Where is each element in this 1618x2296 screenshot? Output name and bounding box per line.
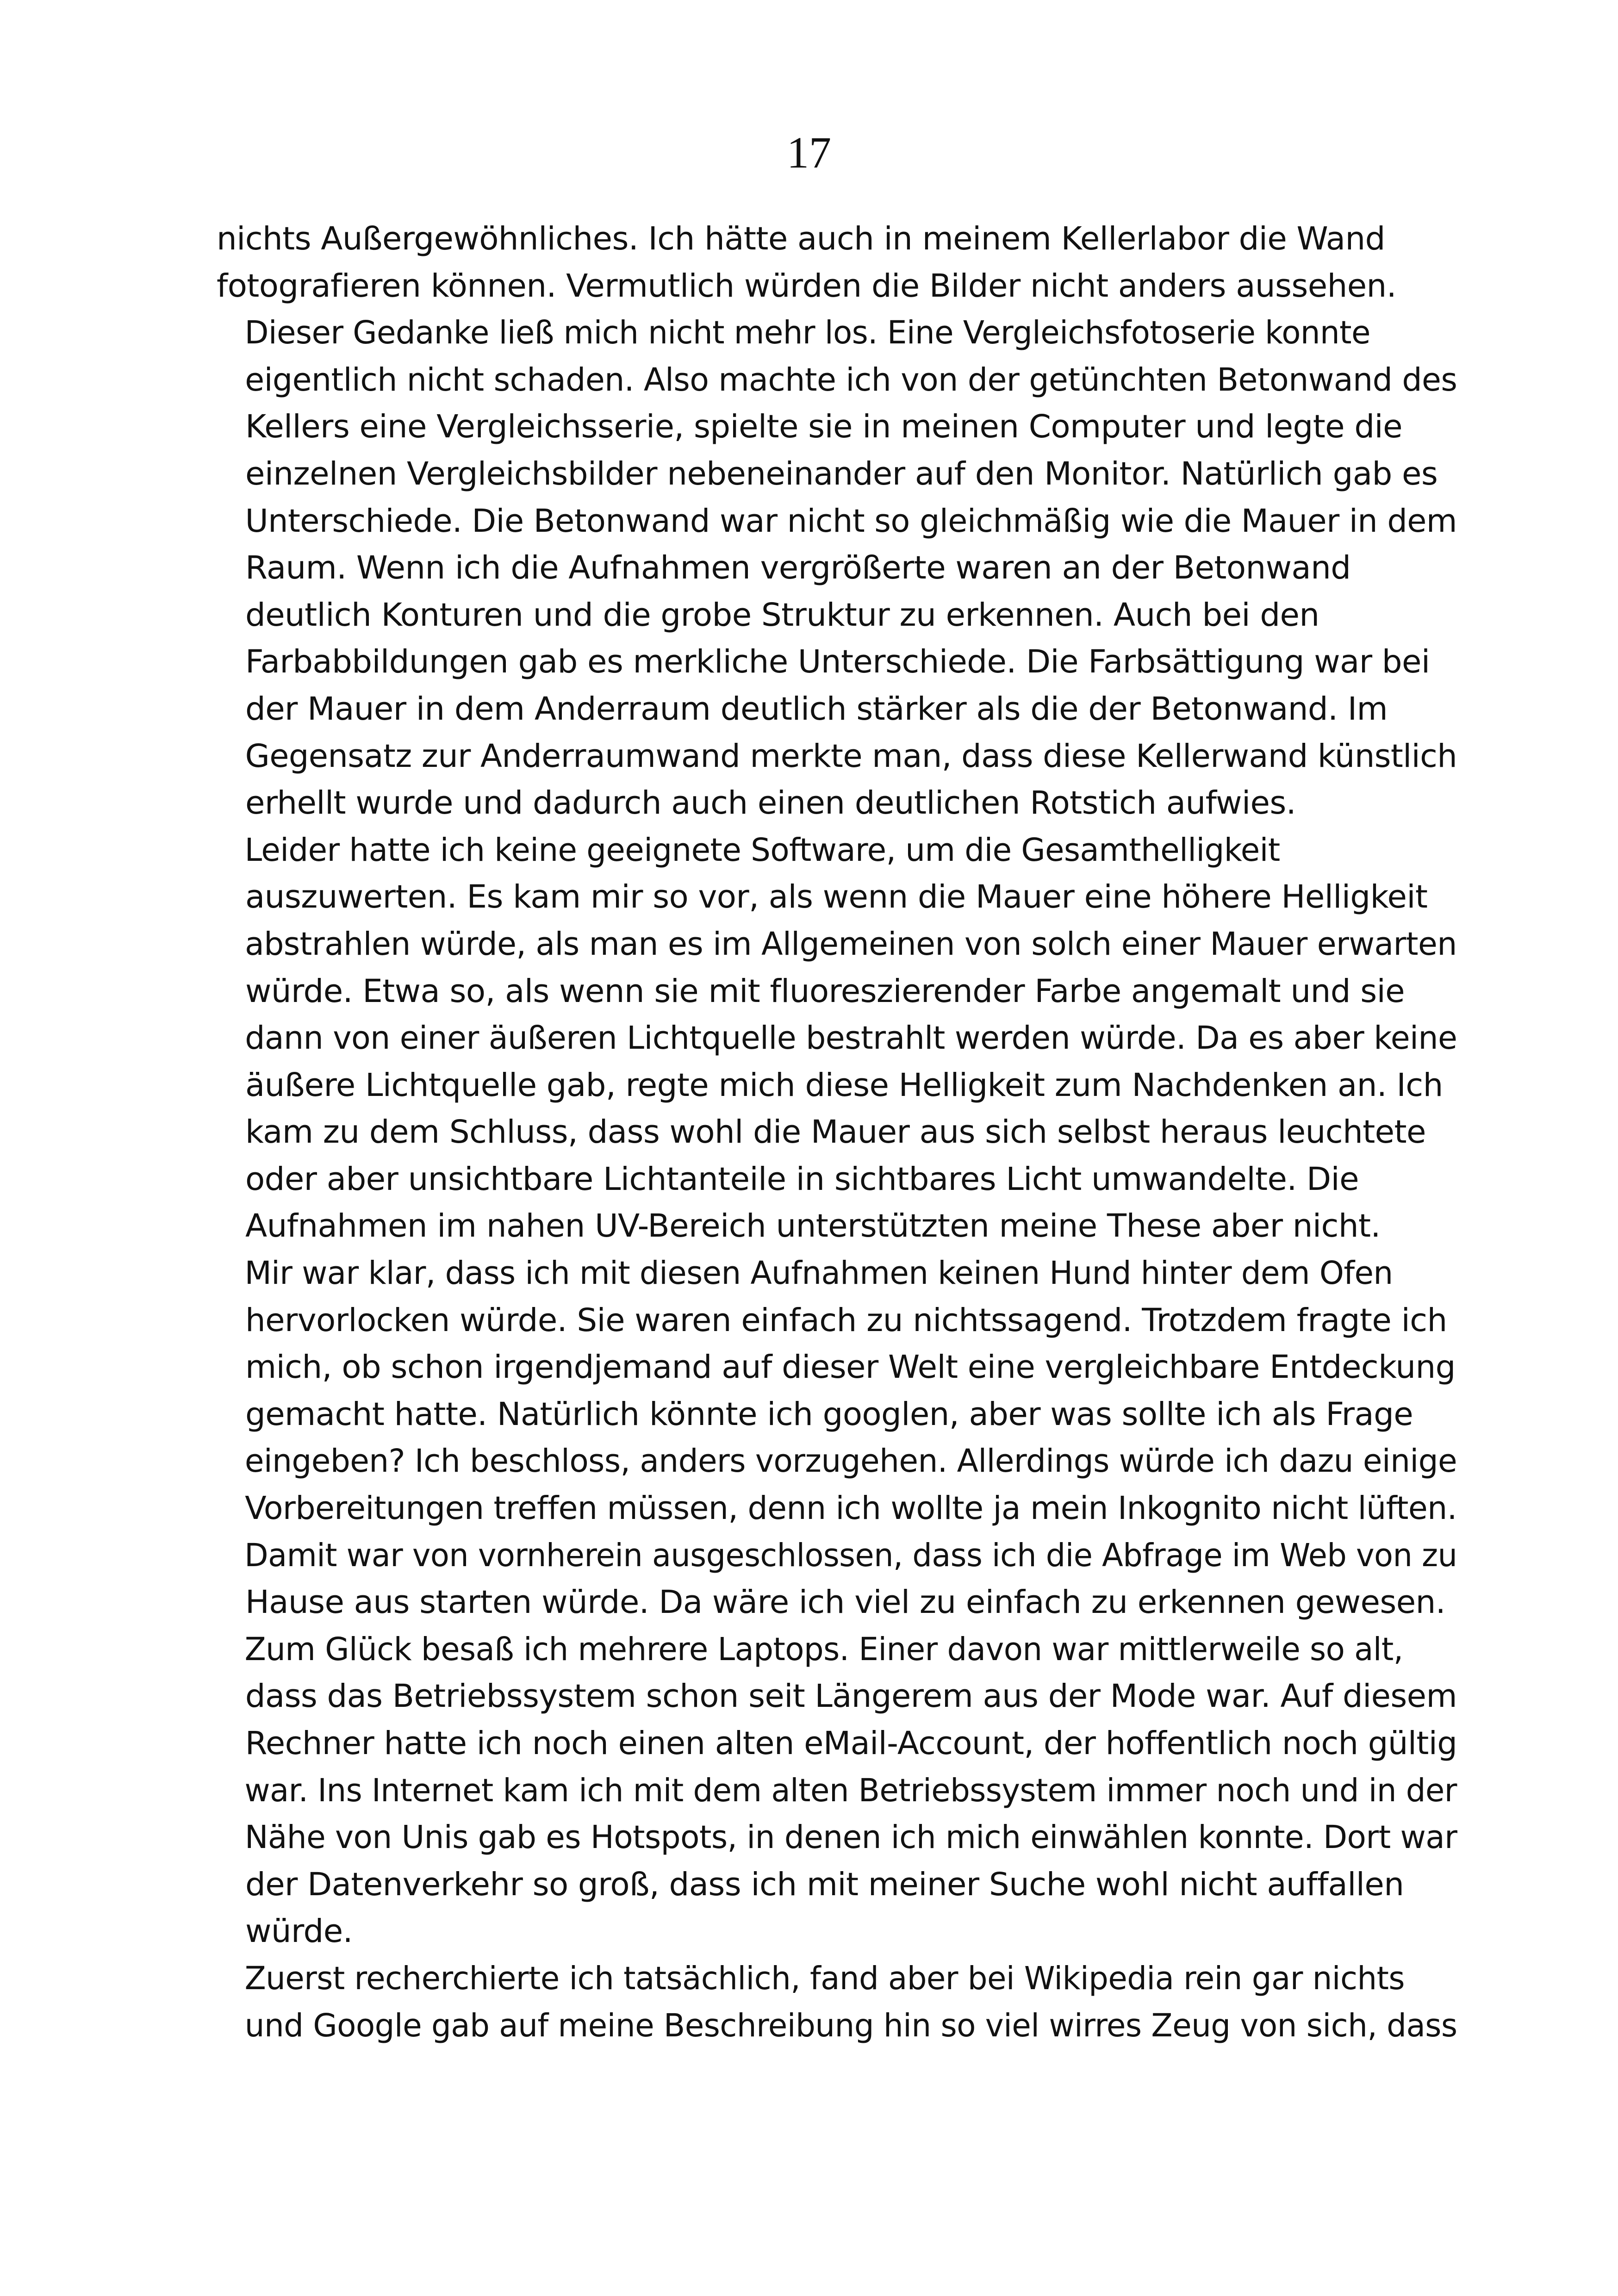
text-line: Dieser Gedanke ließ mich nicht mehr los. Eine Vergleichsfotoserie konnte — [244, 314, 1370, 352]
paragraph — [217, 1626, 1457, 1955]
text-line: und Google gab auf meine Beschreibung hin so viel wirres Zeug von sich, dass — [244, 2007, 1457, 2044]
text-line: äußere Lichtquelle gab, regte mich diese Helligkeit zum Nachdenken an. Ich — [245, 1066, 1443, 1104]
text-line: erhellt wurde und dadurch auch einen deutlichen Rotstich aufwies. — [245, 784, 1296, 822]
text-line: war. Ins Internet kam ich mit dem alten Betriebssystem immer noch und in der — [244, 1772, 1457, 1809]
text-line: Gegensatz zur Anderraumwand merkte man, dass diese Kellerwand künstlich — [245, 737, 1457, 775]
text-line: Unterschiede. Die Betonwand war nicht so gleichmäßig wie die Mauer in dem — [245, 502, 1457, 540]
text-line: oder aber unsichtbare Lichtanteile in sichtbares Licht umwandelte. Die — [245, 1160, 1359, 1198]
text-line: mich, ob schon irgendjemand auf dieser Welt eine vergleichbare Entdeckung — [245, 1349, 1456, 1386]
text-line: kam zu dem Schluss, dass wohl die Mauer aus sich selbst heraus leuchtete — [245, 1114, 1426, 1151]
text-line: einzelnen Vergleichsbilder nebeneinander auf den Monitor. Natürlich gab es — [245, 455, 1438, 492]
text-line: der Mauer in dem Anderraum deutlich stärker als die der Betonwand. Im — [245, 690, 1388, 728]
text-line: Raum. Wenn ich die Aufnahmen vergrößerte waren an der Betonwand — [245, 549, 1351, 587]
text-line: Hause aus starten würde. Da wäre ich viel zu einfach zu erkennen gewesen. — [245, 1584, 1446, 1621]
text-line: dass das Betriebssystem schon seit Längerem aus der Mode war. Auf diesem — [245, 1678, 1457, 1715]
text-line: hervorlocken würde. Sie waren einfach zu nichtssagend. Trotzdem fragte ich — [245, 1301, 1447, 1339]
text-line: Mir war klar, dass ich mit diesen Aufnahmen keinen Hund hinter dem Ofen — [244, 1255, 1393, 1292]
text-line: Nähe von Unis gab es Hotspots, in denen ich mich einwählen konnte. Dort war — [244, 1819, 1457, 1856]
text-line: auszuwerten. Es kam mir so vor, als wenn die Mauer eine höhere Helligkeit — [245, 878, 1428, 916]
text-line: der Datenverkehr so groß, dass ich mit meiner Suche wohl nicht auffallen — [245, 1866, 1404, 1903]
text-line: gemacht hatte. Natürlich könnte ich googlen, aber was sollte ich als Frage — [245, 1395, 1413, 1433]
text-line: Aufnahmen im nahen UV-Bereich unterstützten meine These aber nicht. — [245, 1207, 1381, 1245]
text-line: Damit war von vornherein ausgeschlossen, dass ich die Abfrage im Web von zu — [244, 1537, 1457, 1574]
text-line: deutlich Konturen und die grobe Struktur zu erkennen. Auch bei den — [245, 596, 1319, 634]
text-line: würde. — [245, 1913, 353, 1950]
paragraph — [217, 1955, 1457, 2049]
text-line: Zum Glück besaß ich mehrere Laptops. Einer davon war mittlerweile so alt, — [244, 1630, 1403, 1668]
page-number: 17 — [787, 128, 831, 177]
text-line: fotografieren können. Vermutlich würden die Bilder nicht anders aussehen. — [217, 267, 1397, 305]
text-line: eigentlich nicht schaden. Also machte ich von der getünchten Betonwand des — [245, 361, 1457, 398]
text-line: Rechner hatte ich noch einen alten eMail-Account, der hoffentlich noch gültig — [245, 1725, 1457, 1762]
text-line: abstrahlen würde, als man es im Allgemeinen von solch einer Mauer erwarten — [245, 925, 1457, 963]
body-text — [217, 216, 1457, 2049]
paragraph — [217, 310, 1457, 827]
text-line: Leider hatte ich keine geeignete Software, um die Gesamthelligkeit — [244, 831, 1280, 869]
text-line: Farbabbildungen gab es merkliche Unterschiede. Die Farbsättigung war bei — [245, 643, 1430, 681]
text-line: würde. Etwa so, als wenn sie mit fluoreszierender Farbe angemalt und sie — [245, 972, 1405, 1010]
text-line: Vorbereitungen treffen müssen, denn ich wollte ja mein Inkognito nicht lüften. — [245, 1490, 1457, 1527]
paragraph — [217, 1250, 1457, 1626]
text-line: Zuerst recherchierte ich tatsächlich, fand aber bei Wikipedia rein gar nichts — [244, 1960, 1405, 1997]
paragraph — [217, 216, 1457, 310]
text-line: nichts Außergewöhnliches. Ich hätte auch in meinem Kellerlabor die Wand — [217, 220, 1385, 257]
text-line: eingeben? Ich beschloss, anders vorzugehen. Allerdings würde ich dazu einige — [244, 1443, 1457, 1480]
paragraph — [217, 827, 1457, 1250]
text-line: Kellers eine Vergleichsserie, spielte sie in meinen Computer und legte die — [245, 408, 1402, 446]
text-line: dann von einer äußeren Lichtquelle bestrahlt werden würde. Da es aber keine — [245, 1020, 1457, 1057]
